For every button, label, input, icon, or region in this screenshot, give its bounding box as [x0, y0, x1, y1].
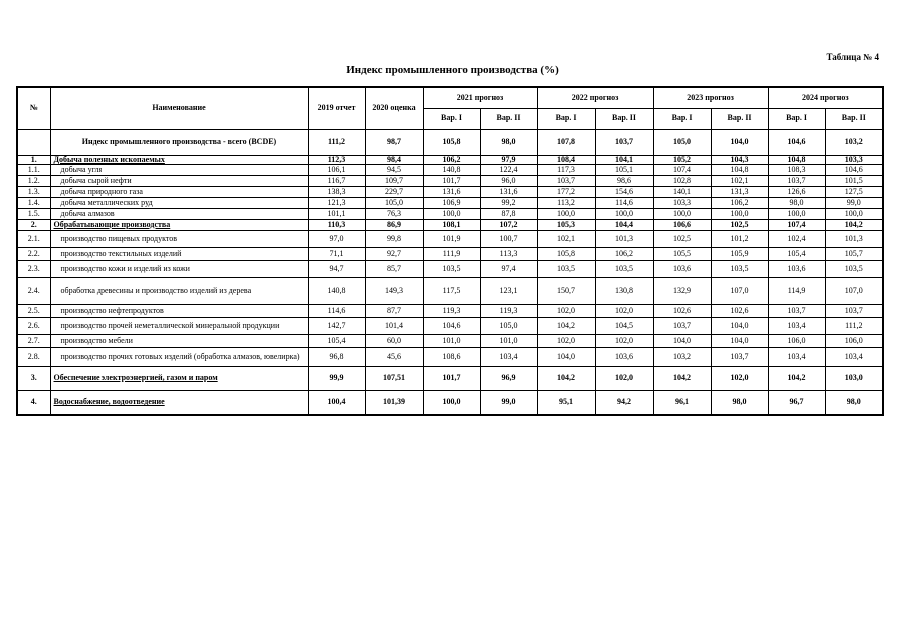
- row-number: 2.2.: [17, 247, 50, 260]
- row-value: 109,7: [365, 175, 423, 186]
- row-value: 100,0: [423, 208, 480, 219]
- row-value: 111,9: [423, 247, 480, 260]
- row-value: 106,1: [308, 164, 365, 175]
- row-value: 108,3: [768, 164, 825, 175]
- row-value: 104,6: [423, 317, 480, 334]
- row-value: 138,3: [308, 186, 365, 197]
- row-value: 99,0: [825, 197, 883, 208]
- header-variant-1: Вар. I: [653, 108, 711, 129]
- row-value: 101,7: [423, 175, 480, 186]
- row-value: 105,8: [537, 247, 595, 260]
- row-value: 94,2: [595, 390, 653, 415]
- row-value: 102,0: [537, 334, 595, 347]
- header-2021-forecast: 2021 прогноз: [423, 87, 537, 108]
- row-value: 103,7: [768, 175, 825, 186]
- row-value: 106,0: [768, 334, 825, 347]
- row-value: 103,2: [653, 347, 711, 366]
- row-value: 102,1: [537, 230, 595, 247]
- row-value: 105,1: [595, 164, 653, 175]
- row-number: 1.2.: [17, 175, 50, 186]
- row-number: 2.4.: [17, 277, 50, 304]
- row-value: 111,2: [308, 129, 365, 155]
- table-row: [17, 317, 883, 334]
- row-value: 99,9: [308, 366, 365, 390]
- row-value: 116,7: [308, 175, 365, 186]
- row-value: 97,9: [480, 155, 537, 164]
- row-value: 96,8: [308, 347, 365, 366]
- row-value: 123,1: [480, 277, 537, 304]
- row-value: 131,6: [480, 186, 537, 197]
- table-row: [17, 304, 883, 317]
- row-value: 101,3: [825, 230, 883, 247]
- row-value: 101,0: [423, 334, 480, 347]
- header-variant-1: Вар. I: [423, 108, 480, 129]
- row-value: 104,0: [653, 334, 711, 347]
- row-value: 131,3: [711, 186, 768, 197]
- row-name: производство текстильных изделий: [50, 247, 308, 260]
- row-value: 103,4: [768, 347, 825, 366]
- row-value: 131,6: [423, 186, 480, 197]
- row-value: 103,4: [825, 347, 883, 366]
- row-value: 106,6: [653, 219, 711, 230]
- row-value: 103,5: [537, 260, 595, 277]
- row-value: 102,5: [653, 230, 711, 247]
- row-number: 2.3.: [17, 260, 50, 277]
- row-value: 103,7: [825, 304, 883, 317]
- row-value: 101,1: [308, 208, 365, 219]
- header-2024-forecast: 2024 прогноз: [768, 87, 883, 108]
- row-value: 100,0: [423, 390, 480, 415]
- row-value: 104,6: [825, 164, 883, 175]
- row-value: 102,0: [595, 334, 653, 347]
- row-value: 113,3: [480, 247, 537, 260]
- row-name: Водоснабжение, водоотведение: [50, 390, 308, 415]
- row-value: 103,3: [653, 197, 711, 208]
- table-row: [17, 334, 883, 347]
- row-value: 98,7: [365, 129, 423, 155]
- row-value: 112,3: [308, 155, 365, 164]
- row-name: производство мебели: [50, 334, 308, 347]
- row-value: 100,0: [653, 208, 711, 219]
- row-value: 103,4: [768, 317, 825, 334]
- row-value: 97,0: [308, 230, 365, 247]
- table-row: [17, 175, 883, 186]
- row-number: 1.4.: [17, 197, 50, 208]
- row-value: 76,3: [365, 208, 423, 219]
- row-value: 96,0: [480, 175, 537, 186]
- row-value: 104,0: [711, 334, 768, 347]
- row-name: добыча угля: [50, 164, 308, 175]
- row-value: 105,7: [825, 247, 883, 260]
- row-value: 103,0: [825, 366, 883, 390]
- row-number: 1.1.: [17, 164, 50, 175]
- row-value: 101,9: [423, 230, 480, 247]
- row-value: 103,7: [595, 129, 653, 155]
- row-value: 102,0: [595, 304, 653, 317]
- row-value: 100,0: [537, 208, 595, 219]
- row-value: 105,0: [653, 129, 711, 155]
- header-variant-2: Вар. II: [480, 108, 537, 129]
- row-value: 87,7: [365, 304, 423, 317]
- row-number: 2.7.: [17, 334, 50, 347]
- row-value: 105,0: [365, 197, 423, 208]
- row-value: 102,8: [653, 175, 711, 186]
- row-name: Индекс промышленного производства - всего (BCDE): [50, 129, 308, 155]
- row-value: 101,5: [825, 175, 883, 186]
- row-value: 130,8: [595, 277, 653, 304]
- table-row: [17, 208, 883, 219]
- row-value: 102,0: [595, 366, 653, 390]
- row-value: 140,8: [423, 164, 480, 175]
- row-value: 127,5: [825, 186, 883, 197]
- row-value: 104,2: [768, 366, 825, 390]
- row-value: 177,2: [537, 186, 595, 197]
- row-value: 104,4: [595, 219, 653, 230]
- row-value: 117,3: [537, 164, 595, 175]
- header-2019-report: 2019 отчет: [308, 87, 365, 129]
- row-value: 96,7: [768, 390, 825, 415]
- row-value: 121,3: [308, 197, 365, 208]
- row-value: 103,5: [423, 260, 480, 277]
- row-value: 106,2: [423, 155, 480, 164]
- row-value: 103,3: [825, 155, 883, 164]
- row-value: 71,1: [308, 247, 365, 260]
- row-value: 104,6: [768, 129, 825, 155]
- row-number: 2.: [17, 219, 50, 230]
- row-value: 100,0: [768, 208, 825, 219]
- table-row: [17, 366, 883, 390]
- row-name: добыча сырой нефти: [50, 175, 308, 186]
- row-value: 101,3: [595, 230, 653, 247]
- row-value: 107,0: [711, 277, 768, 304]
- row-value: 150,7: [537, 277, 595, 304]
- row-value: 107,4: [768, 219, 825, 230]
- row-value: 106,2: [595, 247, 653, 260]
- row-value: 108,6: [423, 347, 480, 366]
- row-value: 99,0: [480, 390, 537, 415]
- row-value: 104,0: [537, 347, 595, 366]
- row-value: 229,7: [365, 186, 423, 197]
- row-value: 104,3: [711, 155, 768, 164]
- row-value: 103,5: [825, 260, 883, 277]
- row-value: 105,5: [653, 247, 711, 260]
- row-value: 102,1: [711, 175, 768, 186]
- row-value: 85,7: [365, 260, 423, 277]
- row-value: 100,0: [711, 208, 768, 219]
- header-2020-estimate: 2020 оценка: [365, 87, 423, 129]
- row-number: 2.8.: [17, 347, 50, 366]
- row-value: 94,5: [365, 164, 423, 175]
- row-value: 103,7: [537, 175, 595, 186]
- row-value: 105,2: [653, 155, 711, 164]
- row-value: 100,7: [480, 230, 537, 247]
- row-value: 102,4: [768, 230, 825, 247]
- row-value: 108,4: [537, 155, 595, 164]
- row-value: 105,0: [480, 317, 537, 334]
- row-value: 45,6: [365, 347, 423, 366]
- row-value: 94,7: [308, 260, 365, 277]
- row-value: 107,51: [365, 366, 423, 390]
- row-value: 105,4: [768, 247, 825, 260]
- row-value: 99,2: [480, 197, 537, 208]
- row-value: 154,6: [595, 186, 653, 197]
- table-body: [17, 129, 883, 415]
- row-value: 103,2: [825, 129, 883, 155]
- row-value: 103,5: [711, 260, 768, 277]
- row-value: 104,2: [537, 317, 595, 334]
- row-value: 98,0: [825, 390, 883, 415]
- table-row: [17, 129, 883, 155]
- row-value: 104,2: [537, 366, 595, 390]
- document-title: Индекс промышленного производства (%): [346, 64, 559, 76]
- row-value: 86,9: [365, 219, 423, 230]
- row-value: 95,1: [537, 390, 595, 415]
- row-value: 98,0: [768, 197, 825, 208]
- row-number: 4.: [17, 390, 50, 415]
- table-row: [17, 219, 883, 230]
- header-variant-1: Вар. I: [768, 108, 825, 129]
- row-value: 107,2: [480, 219, 537, 230]
- row-value: 113,2: [537, 197, 595, 208]
- row-name: добыча алмазов: [50, 208, 308, 219]
- row-value: 101,4: [365, 317, 423, 334]
- row-number: 2.6.: [17, 317, 50, 334]
- row-value: 105,3: [537, 219, 595, 230]
- row-value: 107,4: [653, 164, 711, 175]
- header-variant-2: Вар. II: [711, 108, 768, 129]
- row-value: 114,9: [768, 277, 825, 304]
- row-value: 102,6: [711, 304, 768, 317]
- row-value: 117,5: [423, 277, 480, 304]
- row-value: 102,5: [711, 219, 768, 230]
- row-value: 119,3: [480, 304, 537, 317]
- header-name: Наименование: [50, 87, 308, 129]
- row-number: 2.5.: [17, 304, 50, 317]
- row-value: 101,2: [711, 230, 768, 247]
- row-value: 103,4: [480, 347, 537, 366]
- header-number: №: [17, 87, 50, 129]
- row-value: 107,0: [825, 277, 883, 304]
- row-value: 96,1: [653, 390, 711, 415]
- row-value: 126,6: [768, 186, 825, 197]
- row-name: добыча природного газа: [50, 186, 308, 197]
- table-row: [17, 230, 883, 247]
- row-value: 142,7: [308, 317, 365, 334]
- row-value: 149,3: [365, 277, 423, 304]
- row-value: 119,3: [423, 304, 480, 317]
- row-value: 103,7: [711, 347, 768, 366]
- row-value: 114,6: [308, 304, 365, 317]
- row-value: 106,9: [423, 197, 480, 208]
- row-value: 104,8: [711, 164, 768, 175]
- row-value: 106,0: [825, 334, 883, 347]
- row-value: 101,39: [365, 390, 423, 415]
- row-value: 99,8: [365, 230, 423, 247]
- row-number: 3.: [17, 366, 50, 390]
- row-value: 102,6: [653, 304, 711, 317]
- header-variant-1: Вар. I: [537, 108, 595, 129]
- row-value: 110,3: [308, 219, 365, 230]
- row-value: 104,8: [768, 155, 825, 164]
- row-value: 98,4: [365, 155, 423, 164]
- row-value: 104,5: [595, 317, 653, 334]
- row-value: 98,6: [595, 175, 653, 186]
- table-row: [17, 260, 883, 277]
- row-value: 101,7: [423, 366, 480, 390]
- row-value: 104,2: [653, 366, 711, 390]
- row-value: 104,0: [711, 129, 768, 155]
- row-value: 87,8: [480, 208, 537, 219]
- row-name: Обеспечение электроэнергией, газом и паром: [50, 366, 308, 390]
- row-value: 105,4: [308, 334, 365, 347]
- row-value: 132,9: [653, 277, 711, 304]
- header-2022-forecast: 2022 прогноз: [537, 87, 653, 108]
- table-row: [17, 186, 883, 197]
- row-value: 97,4: [480, 260, 537, 277]
- row-value: 102,0: [711, 366, 768, 390]
- row-value: 101,0: [480, 334, 537, 347]
- row-value: 100,4: [308, 390, 365, 415]
- row-value: 103,6: [595, 347, 653, 366]
- row-number: 1.3.: [17, 186, 50, 197]
- row-value: 108,1: [423, 219, 480, 230]
- row-number: [17, 129, 50, 155]
- row-value: 140,8: [308, 277, 365, 304]
- row-value: 98,0: [480, 129, 537, 155]
- header-2023-forecast: 2023 прогноз: [653, 87, 768, 108]
- row-number: 2.1.: [17, 230, 50, 247]
- table-row: [17, 390, 883, 415]
- row-value: 111,2: [825, 317, 883, 334]
- row-name: производство кожи и изделий из кожи: [50, 260, 308, 277]
- row-value: 96,9: [480, 366, 537, 390]
- row-value: 103,7: [653, 317, 711, 334]
- row-value: 114,6: [595, 197, 653, 208]
- row-name: Обрабатывающие производства: [50, 219, 308, 230]
- row-name: обработка древесины и производство изделий из дерева: [50, 277, 308, 304]
- header-variant-2: Вар. II: [825, 108, 883, 129]
- row-name: производство прочих готовых изделий (обработка алмазов, ювелирка): [50, 347, 308, 366]
- row-value: 103,6: [768, 260, 825, 277]
- table-row: [17, 277, 883, 304]
- table-row: [17, 164, 883, 175]
- table-row: [17, 247, 883, 260]
- row-value: 122,4: [480, 164, 537, 175]
- row-value: 140,1: [653, 186, 711, 197]
- row-name: производство прочей неметаллической минеральной продукции: [50, 317, 308, 334]
- row-value: 104,1: [595, 155, 653, 164]
- row-value: 100,0: [595, 208, 653, 219]
- row-value: 106,2: [711, 197, 768, 208]
- row-value: 92,7: [365, 247, 423, 260]
- row-value: 104,2: [825, 219, 883, 230]
- row-value: 100,0: [825, 208, 883, 219]
- table-row: [17, 347, 883, 366]
- row-value: 98,0: [711, 390, 768, 415]
- row-number: 1.: [17, 155, 50, 164]
- row-value: 103,7: [768, 304, 825, 317]
- row-name: добыча металлических руд: [50, 197, 308, 208]
- table-row: [17, 197, 883, 208]
- row-value: 105,9: [711, 247, 768, 260]
- row-value: 60,0: [365, 334, 423, 347]
- row-value: 103,5: [595, 260, 653, 277]
- row-value: 107,8: [537, 129, 595, 155]
- row-name: производство пищевых продуктов: [50, 230, 308, 247]
- row-value: 104,0: [711, 317, 768, 334]
- row-value: 103,6: [653, 260, 711, 277]
- production-index-table: [16, 86, 884, 416]
- row-name: производство нефтепродуктов: [50, 304, 308, 317]
- row-number: 1.5.: [17, 208, 50, 219]
- row-name: Добыча полезных ископаемых: [50, 155, 308, 164]
- table-row: [17, 155, 883, 164]
- header-variant-2: Вар. II: [595, 108, 653, 129]
- table-number-label: Таблица № 4: [826, 52, 879, 62]
- row-value: 102,0: [537, 304, 595, 317]
- row-value: 105,8: [423, 129, 480, 155]
